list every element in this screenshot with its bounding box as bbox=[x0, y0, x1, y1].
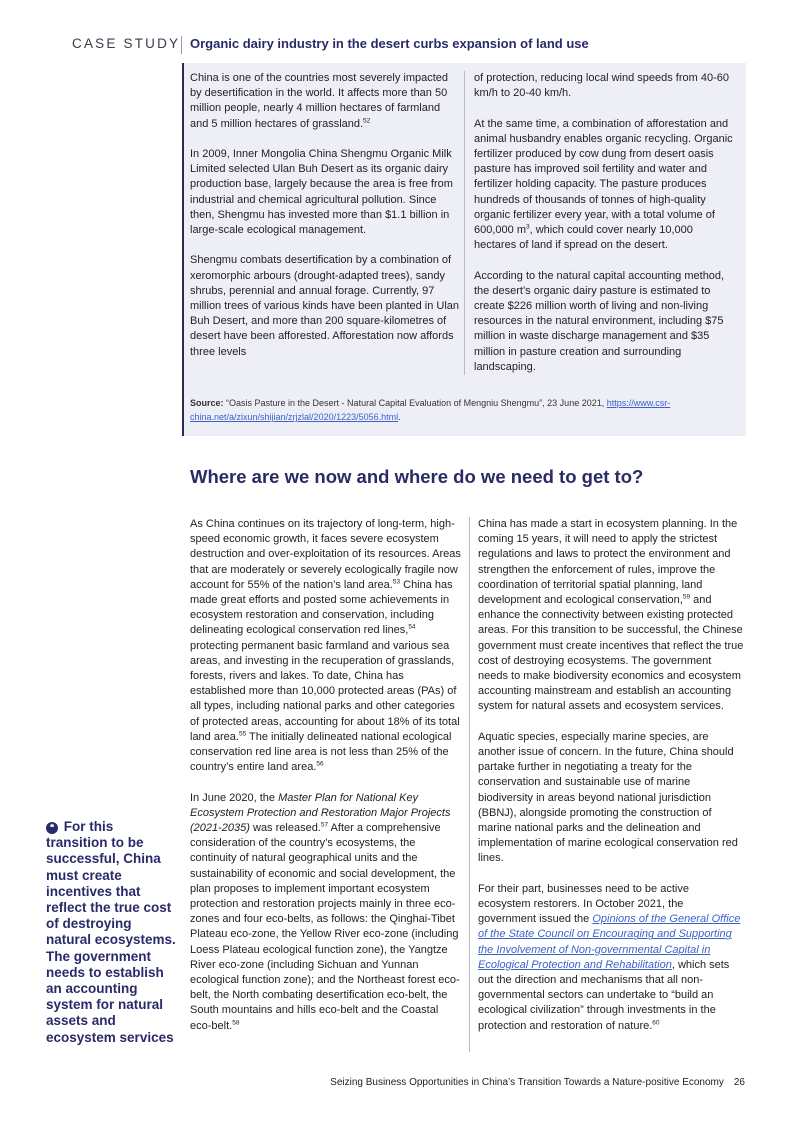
main-left-column bbox=[190, 517, 462, 1034]
case-paragraph-3: Shengmu combats desertification by a combination of xeromorphic arbours (drought-adapted trees), sandy shrubs, perennial and annual forage. Currently, 97 million trees of various kinds have been planted in Ulan Buh Desert, and more than 200 square-kilometres of desert have been afforested. Afforestation now affords three levels bbox=[190, 254, 460, 358]
main-paragraph-3: China has made a start in ecosystem planning. In the coming 15 years, it will need to apply the strictest regulations and laws to protect the environment and strengthen the enforcement of rules, improve the coordination of territorial spatial planning, land development and ecological conservation,$^{59}$ and enhance the connectivity between existing protected areas. For this transition to be successful, the Chinese government must create incentives that reflect the true cost of destroying ecosystems. The government needs to make biodiversity economics and ecosystem accounting mainstream and establish an accounting system for natural assets and ecosystem services. bbox=[478, 518, 744, 713]
footnote-ref-58: 58 bbox=[232, 1019, 240, 1027]
page-footer bbox=[330, 1077, 745, 1088]
master-plan-title: Master Plan for National Key Ecosystem Protection and Restoration Major Projects (2021-2035) bbox=[190, 791, 451, 835]
section-heading: Where are we now and where do we need to get to? bbox=[190, 466, 644, 487]
footnote-ref-53: 53 bbox=[392, 578, 401, 586]
case-paragraph-2: In 2009, Inner Mongolia China Shengmu Organic Milk Limited selected Ulan Buh Desert as its organic dairy production base, largely because the area is free from industrial and chemical agricultural pollution. Since then, Shengmu has invested more than $1.1 billion in large-scale ecological management. bbox=[190, 148, 453, 237]
case-box-column-divider bbox=[464, 71, 465, 375]
main-right-column bbox=[478, 517, 744, 1034]
source-link[interactable]: https://www.csr-china.net/a/zixun/shijian/zrjzlal/2020/1223/5056.html bbox=[190, 398, 671, 422]
main-paragraph-1: As China continues on its trajectory of long-term, high-speed economic growth, it faces severe ecosystem destruction and over-exploitation of its resources. Areas that are moderately or severely ecologically fragile now account for 55% of the nation’s land area.$^{53}$ China has made great efforts and posted some achievements in ecosystem restoration and conservation, including delineating ecological conservation red lines,$^{54}$ protecting permanent basic farmland and various sea areas, and investing in the recuperation of grasslands, forests, rivers and lakes. To date, China has established more than 10,000 protected areas (PAs) of all types, including national parks and other categories of protected areas, accounting for about 18% of its total land area.$^{55}$ The initially delineated national ecological conservation red line area is not less than 25% of the country’s entire land area.$^{56}$ bbox=[190, 518, 461, 774]
main-paragraph-4: Aquatic species, especially marine species, are another issue of concern. In the future, China should partake further in negotiating a treaty for the conservation and sustainable use of marine biodiversity in areas beyond national jurisdiction (BBNJ), alongside promoting the construction of marine national parks and the delineation and implementation of marine ecological conservation red lines. bbox=[478, 730, 738, 865]
footnote-ref-57: 57 bbox=[320, 821, 329, 829]
footnote-ref-55: 55 bbox=[238, 730, 247, 738]
opinions-document-link[interactable]: Opinions of the General Office of the State Council on Encouraging and Supporting the Involvement of Non-governmental Capital in Ecological Protection and Rehabilitation bbox=[478, 913, 741, 971]
footnote-ref-60: 60 bbox=[652, 1019, 660, 1027]
page-number: 26 bbox=[733, 1077, 745, 1088]
superscript-3: 3 bbox=[525, 223, 530, 231]
footer-title: Seizing Business Opportunities in China’s Transition Towards a Nature-positive Economy bbox=[330, 1077, 724, 1088]
case-study-box bbox=[182, 63, 746, 436]
case-paragraph-5: At the same time, a combination of afforestation and animal husbandry enables organic recycling. Organic fertilizer produced by cow dung from desert oasis pasture has improved soil fertility and water and fertilizer holding capacity. The pasture produces hundreds of thousands of tonnes of high-quality organic fertilizer every year, with a total volume of 600,000 $m^3$, which could cover nearly 10,000 hectares of land if spread on the desert. bbox=[474, 117, 733, 252]
case-box-right-column bbox=[474, 71, 736, 375]
case-paragraph-6: According to the natural capital accounting method, the desert’s organic dairy pasture is estimated to create $226 million worth of living and non-living resources in the natural environment, including $75 million in waste discharge management and $35 million in pasture creation and surrounding landscaping. bbox=[474, 269, 725, 373]
main-column-divider bbox=[469, 517, 470, 1052]
footnote-ref-59: 59 bbox=[682, 593, 691, 601]
footnote-ref-56: 56 bbox=[316, 760, 324, 768]
case-study-label: CASE STUDY bbox=[72, 36, 181, 51]
source-note: Source: “Oasis Pasture in the Desert - Natural Capital Evaluation of Mengniu Shengmu”, 23 June 2021, https://www.csr-china.net/a/zixun/shijian/zrjzlal/2020/1223/5056.html. bbox=[190, 398, 671, 422]
pull-quote bbox=[46, 819, 178, 1046]
source-label: Source: bbox=[190, 398, 224, 408]
case-box-left-column bbox=[190, 71, 460, 360]
main-paragraph-2: In June 2020, the Master Plan for National Key Ecosystem Protection and Restoration Major Projects (2021-2035) was released.$^{57}$ After a comprehensive consideration of the country’s ecosystems, the continuity of natural geographical units and the sustainability of economic and social development, the plan proposes to implement important ecosystem protection and restoration projects mainly in three eco-zones and four eco-belts, as follows: the Qinghai-Tibet Plateau eco-zone, the Yellow River eco-zone (including Loess Plateau ecological function zone), the Yangtze River eco-zone (including Sichuan and Yunnan ecological function zone); and the Northeast forest eco-belt, the North combating desertification eco-belt, the South mountains and hills eco-belt and the Coastal eco-belt.$^{58}$ bbox=[190, 791, 460, 1032]
case-study-title: Organic dairy industry in the desert curbs expansion of land use bbox=[190, 36, 589, 51]
case-paragraph-1: China is one of the countries most severely impacted by desertification in the world. It affects more than 50 million people, nearly 4 million hectares of farmland and 5 million hectares of grassland.$^{52}$ bbox=[190, 72, 449, 130]
main-paragraph-5: For their part, businesses need to be active ecosystem restorers. In October 2021, the government issued the Opinions of the General Office of the State Council on Encouraging and Supporting the Involvement of Non-governmental Capital in Ecological Protection and Rehabilitation, which sets out the direction and mechanisms that all non-governmental sectors can undertake to “build an ecological civilization” through investments in the protection and restoration of nature.$^{60}$ bbox=[478, 882, 741, 1032]
case-box-accent-bar bbox=[182, 63, 184, 436]
footnote-ref-52: 52 bbox=[363, 116, 371, 124]
header-divider bbox=[181, 36, 182, 54]
footnote-ref-54: 54 bbox=[408, 623, 416, 631]
quote-icon: ❝ bbox=[46, 822, 58, 834]
case-paragraph-4: of protection, reducing local wind speeds from 40-60 km/h to 20-40 km/h. bbox=[474, 72, 729, 100]
pull-quote-text: For this transition to be successful, China must create incentives that reflect the true cost of destroying natural ecosystems. The government needs to establish an accounting system for natural assets and ecosystem services bbox=[46, 819, 176, 1045]
